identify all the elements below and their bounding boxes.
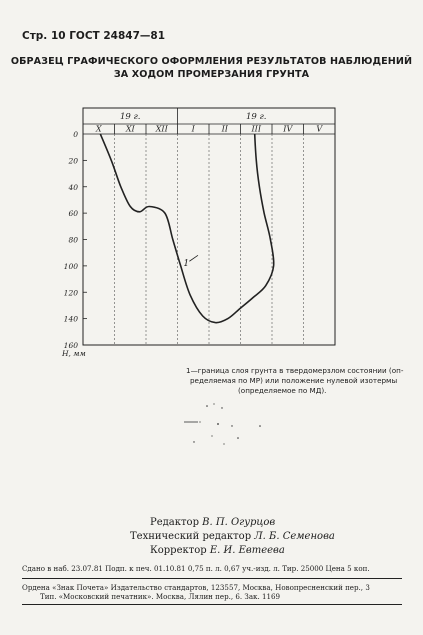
- y-tick-label: 20: [68, 156, 78, 166]
- credit-editor: Редактор В. П. Огурцов: [150, 517, 276, 528]
- page-title-line-1: ОБРАЗЕЦ ГРАФИЧЕСКОГО ОФОРМЛЕНИЯ РЕЗУЛЬТАТОВ НАБЛЮДЕНИЙ: [10, 56, 413, 67]
- freezing-boundary-line: [100, 134, 273, 323]
- page-number: Стр. 10: [22, 30, 66, 42]
- imprint-line-2: Ордена «Знак Почета» Издательство стандартов, 123557, Москва, Новопресненский пер., 3: [22, 583, 370, 592]
- y-tick-label: 60: [68, 209, 78, 219]
- month-label: I: [191, 124, 195, 134]
- month-label: V: [316, 124, 323, 134]
- year-label: 19 г.: [245, 112, 267, 122]
- y-tick-label: 40: [68, 182, 78, 192]
- y-tick-label: 120: [63, 288, 78, 298]
- credit-tech-editor: Технический редактор Л. Б. Семенова: [130, 531, 335, 542]
- month-label: XII: [155, 124, 168, 134]
- y-axis-label: Н, мм: [62, 349, 86, 358]
- y-tick-label: 0: [73, 130, 78, 139]
- month-label: X: [95, 124, 102, 134]
- page-title-line-2: ЗА ХОДОМ ПРОМЕРЗАНИЯ ГРУНТА: [113, 69, 310, 80]
- imprint-line-1: Сдано в наб. 23.07.81 Подп. к печ. 01.10.81 0,75 п. л. 0,67 уч.-изд. л. Тир. 25000 Цена 5 коп.: [22, 564, 370, 573]
- month-label: III: [251, 124, 261, 134]
- month-label: XI: [125, 124, 135, 134]
- imprint-line-3: Тип. «Московский печатник». Москва, Лялин пер., 6. Зак. 1169: [40, 592, 281, 601]
- imprint-divider-2: [22, 604, 402, 605]
- imprint-divider-1: [22, 578, 402, 579]
- standard-code: ГОСТ 24847—81: [69, 30, 166, 42]
- series-leader-line: [189, 255, 198, 261]
- year-label: 19 г.: [119, 112, 141, 122]
- caption-line-3: (определяемое по МД).: [238, 386, 327, 395]
- month-label: IV: [283, 124, 293, 134]
- credit-proofreader: Корректор Е. И. Евтеева: [150, 545, 285, 556]
- y-tick-label: 100: [63, 261, 78, 271]
- y-tick-label: 160: [63, 341, 78, 350]
- scan-smudge-marks: [172, 396, 272, 456]
- month-label: II: [221, 124, 228, 134]
- caption-line-1: 1—граница слоя грунта в твердомерзлом состоянии (оп-: [186, 366, 404, 375]
- caption-line-2: ределяемая по МР) или положение нулевой изотермы: [190, 376, 398, 385]
- y-tick-label: 80: [68, 235, 78, 245]
- series-label: 1: [183, 259, 190, 270]
- y-tick-label: 140: [63, 314, 78, 324]
